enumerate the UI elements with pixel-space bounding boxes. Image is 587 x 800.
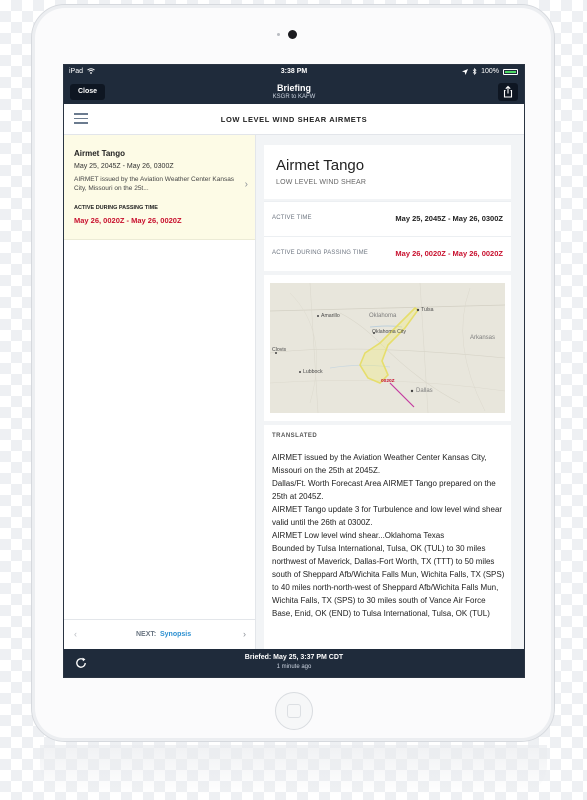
map-city-tulsa: Tulsa xyxy=(421,307,434,313)
list-footer xyxy=(64,619,255,650)
next-link[interactable]: Synopsis xyxy=(160,631,192,638)
map-city-dallas: Dallas xyxy=(416,388,433,394)
active-time-label: ACTIVE TIME xyxy=(272,215,312,221)
translated-paragraph: AIRMET Tango update 3 for Turbulence and low level wind shear valid until the 26th at 0300Z. xyxy=(272,505,503,527)
device-reflection xyxy=(40,745,547,795)
briefed-ago: 1 minute ago xyxy=(276,664,312,670)
translated-label: TRANSLATED xyxy=(272,433,318,439)
detail-pane xyxy=(256,135,524,649)
airmet-map[interactable] xyxy=(270,283,505,413)
bottom-bar xyxy=(64,649,524,677)
passing-time-row xyxy=(264,236,511,271)
camera-sensor xyxy=(277,33,280,36)
detail-header xyxy=(264,145,511,199)
list-item[interactable] xyxy=(64,135,255,240)
active-time-row xyxy=(264,201,511,236)
status-bar xyxy=(64,65,524,80)
page-title: Briefing xyxy=(276,83,311,93)
translated-paragraph: Bounded by Tulsa International, Tulsa, OK (TUL) to 30 miles northwest of Maverick, Dallas-Fort Worth, TX (TTT) to 50 miles south of Sheppard Afb/Wichita Falls Mun, Wichita Falls, TX (SPS) to 40 miles north-north-west of Sheppard Afb/Wichita Falls Mun, Wichita Falls, TX (SPS) to 30 miles south of Vance Air Force Base, Enid, OK (END) to Tulsa International, Tulsa, OK (TUL) xyxy=(272,544,505,618)
translated-text xyxy=(272,451,508,620)
map-state-label: Arkansas xyxy=(470,335,496,341)
navigation-bar xyxy=(64,80,524,104)
detail-subtitle: LOW LEVEL WIND SHEAR xyxy=(276,179,367,186)
detail-title: Airmet Tango xyxy=(276,157,365,174)
list-item-passing-label: ACTIVE DURING PASSING TIME xyxy=(74,205,158,211)
bluetooth-icon xyxy=(472,68,477,75)
map-city-oklahoma-city: Oklahoma City xyxy=(371,329,407,335)
route-subtitle: KSGR to KAFW xyxy=(272,94,316,100)
passing-time-label: ACTIVE DURING PASSING TIME xyxy=(272,250,368,256)
passing-time-value: May 26, 0020Z - May 26, 0020Z xyxy=(395,249,503,258)
status-right xyxy=(462,68,518,75)
list-item-title: Airmet Tango xyxy=(74,149,125,158)
translated-card xyxy=(264,425,511,649)
next-label: NEXT: xyxy=(136,631,157,638)
clock: 3:38 PM xyxy=(280,68,308,75)
briefed-time: Briefed: May 25, 3:37 PM CDT xyxy=(244,654,344,661)
translated-paragraph: AIRMET issued by the Aviation Weather Center Kansas City, Missouri on the 25th at 2045Z. xyxy=(272,453,487,475)
list-item-description: AIRMET issued by the Aviation Weather Center Kansas City, Missouri on the 25t... xyxy=(74,176,235,192)
app-screen xyxy=(64,65,524,677)
chevron-right-icon[interactable]: › xyxy=(243,629,246,639)
location-icon xyxy=(462,69,468,75)
list-item-passing-value: May 26, 0020Z - May 26, 0020Z xyxy=(74,216,182,225)
chevron-left-icon[interactable]: ‹ xyxy=(74,629,77,639)
map-city-lubbock: Lubbock xyxy=(303,369,323,375)
translated-paragraph: AIRMET Low level wind shear...Oklahoma Texas xyxy=(272,531,445,540)
chevron-right-icon: › xyxy=(244,179,248,190)
map-region-label: Oklahoma xyxy=(369,313,397,319)
active-time-value: May 25, 2045Z - May 26, 0300Z xyxy=(395,214,503,223)
airmet-list xyxy=(64,135,256,649)
battery-icon xyxy=(503,69,518,75)
section-header xyxy=(64,104,524,135)
home-button[interactable] xyxy=(275,692,313,730)
share-icon xyxy=(498,83,518,101)
battery-level xyxy=(505,71,516,73)
translated-paragraph: Dallas/Ft. Worth Forecast Area AIRMET Tango prepared on the 25th at 2045Z. xyxy=(272,479,496,501)
home-button-icon xyxy=(287,704,301,718)
map-route-time-tag: 0020Z xyxy=(381,379,395,384)
map-city-clovis: Clovis xyxy=(272,347,287,353)
share-button[interactable] xyxy=(498,83,518,101)
section-title: LOW LEVEL WIND SHEAR AIRMETS xyxy=(220,115,368,124)
map-graphics xyxy=(270,283,505,413)
device-name: iPad xyxy=(69,68,95,75)
battery-percent: 100% xyxy=(481,68,499,75)
map-card xyxy=(264,275,511,421)
front-camera xyxy=(288,30,297,39)
close-button[interactable]: Close xyxy=(70,84,105,100)
list-item-date: May 25, 2045Z - May 26, 0300Z xyxy=(74,163,174,170)
map-city-amarillo: Amarillo xyxy=(321,313,340,319)
